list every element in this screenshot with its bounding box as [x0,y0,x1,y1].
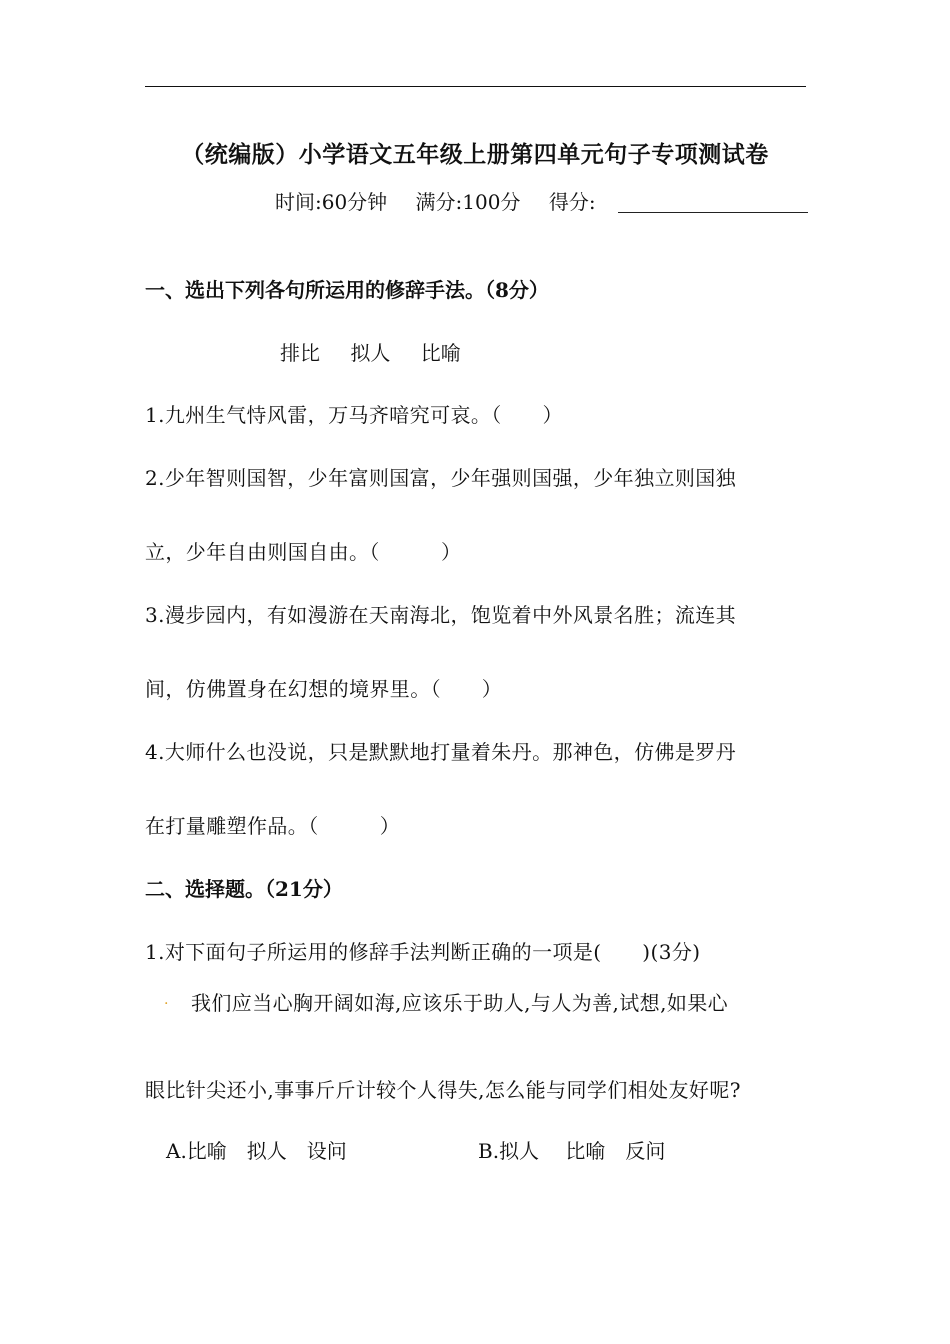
s1-question-4-line1: 4.大师什么也没说，只是默默地打量着朱丹。那神色，仿佛是罗丹 [145,740,737,764]
mark-dot: . [164,992,169,1008]
choice-metaphor: 比喻 [420,341,461,365]
s1-question-3-line2: 间，仿佛置身在幻想的境界里。（ ） [145,677,503,701]
score-blank [618,196,808,213]
exam-meta [275,186,808,215]
s1-question-2-line2: 立，少年自由则国自由。（ ） [145,540,462,564]
s2-q1-text-line2: 眼比针尖还小,事事斤斤计较个人得失,怎么能与同学们相处友好呢? [145,1078,741,1102]
choice-personification: 拟人 [350,341,391,365]
score-label: 得分: [548,190,596,214]
s2-question-1: 1.对下面句子所运用的修辞手法判断正确的一项是( )(3分) [145,940,701,964]
choice-parallelism: 排比 [280,341,320,365]
s1-question-3-line1: 3.漫步园内，有如漫游在天南海北，饱览着中外风景名胜；流连其 [145,603,737,627]
s1-question-1: 1.九州生气恃风雷，万马齐喑究可哀。（ ） [145,403,563,427]
option-a: A.比喻 拟人 设问 [166,1139,347,1163]
section1-choices [280,337,485,366]
s2-q1-text-line1: 我们应当心胸开阔如海,应该乐于助人,与人为善,试想,如果心 [191,991,729,1015]
section2-heading: 二、选择题。（21分） [145,877,343,901]
full-score: 满分:100分 [415,190,521,214]
time-limit: 时间:60分钟 [275,190,388,214]
section1-heading: 一、选出下列各句所运用的修辞手法。（8分） [145,278,549,302]
s1-question-4-line2: 在打量雕塑作品。（ ） [145,814,401,838]
option-b: B.拟人 比喻 反问 [478,1139,666,1163]
exam-title: （统编版）小学语文五年级上册第四单元句子专项测试卷 [181,141,769,168]
s1-question-2-line1: 2.少年智则国智，少年富则国富，少年强则国强，少年独立则国独 [145,466,737,490]
top-rule [145,86,806,87]
